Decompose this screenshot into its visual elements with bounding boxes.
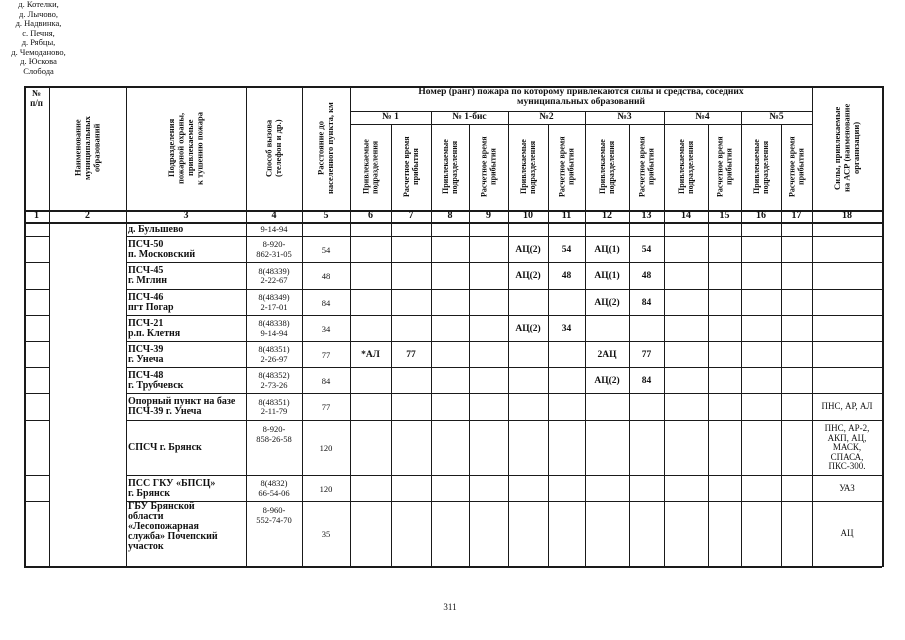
rank1-units: [352, 290, 389, 315]
rank1-units: [352, 368, 389, 393]
header-municipality: Наименование муниципальных образований: [72, 116, 102, 180]
row-asr-forces: [814, 290, 880, 315]
column-number: 17: [791, 210, 802, 221]
rank2-units: [510, 223, 546, 236]
rank2-time: 54: [561, 244, 572, 255]
rank1-units: [352, 476, 389, 501]
column-number: 18: [842, 210, 852, 221]
grid-line: [24, 236, 49, 237]
rank3-time: [631, 316, 662, 341]
subheader-units: Привлекаемые подразделения: [677, 139, 695, 195]
rank1-time: [393, 368, 429, 393]
row-phone: 8(48339) 2-22-67: [258, 265, 290, 285]
column-number: 14: [681, 210, 691, 221]
rank1-time: [393, 316, 429, 341]
rank2-time: 34: [561, 323, 572, 334]
rank3-time: [631, 502, 662, 566]
rank2-units: [510, 394, 546, 420]
rank2-time: [550, 223, 583, 236]
subheader-arrival-time: Расчетное время прибытия: [637, 136, 656, 198]
rank-label: №4: [695, 112, 710, 122]
row-unit-name: ГБУ Брянской области «Лесопожарная служба» Почепский участок: [128, 501, 218, 552]
rank2-time: [550, 394, 583, 420]
grid-line: [24, 367, 49, 368]
row-asr-forces: [814, 237, 880, 262]
row-phone: 8-920- 862-31-05: [256, 239, 292, 259]
row-asr-forces: УАЗ: [839, 482, 855, 493]
row-phone: 8(48349) 2-17-01: [258, 292, 290, 312]
rank3-units: АЦ(1): [594, 271, 620, 281]
column-number: 16: [756, 210, 766, 221]
rank1-units: [352, 316, 389, 341]
header-call-method: Способ вызова (телефон и др.): [263, 119, 283, 177]
rank2-units: АЦ(2): [515, 244, 541, 255]
rank2-units: [510, 368, 546, 393]
rank-label: № 1: [382, 112, 399, 122]
row-asr-forces: АЦ: [840, 528, 854, 539]
row-phone: 8(48352) 2-73-26: [258, 370, 290, 390]
row-phone: 9-14-94: [260, 223, 288, 234]
rank1-time: 77: [406, 349, 416, 360]
grid-line: [24, 86, 26, 567]
grid-line: [24, 289, 49, 290]
row-asr-forces: [814, 368, 880, 393]
rank3-units: [587, 476, 627, 501]
rank-label: №5: [769, 112, 784, 122]
rank2-time: [550, 502, 583, 566]
column-number: 9: [486, 210, 491, 221]
grid-line: [24, 393, 49, 394]
row-distance: 48: [321, 271, 331, 281]
subheader-arrival-time: Расчетное время прибытия: [557, 136, 576, 198]
subheader-units: Привлекаемые подразделения: [441, 139, 459, 195]
column-number: 8: [447, 210, 453, 221]
rank3-time: 84: [641, 297, 652, 308]
rank1-time: [393, 394, 429, 420]
row-unit-name: ПСЧ-21 р.п. Клетня: [128, 317, 181, 339]
rank-label: № 1-бис: [452, 112, 487, 122]
header-group-title: Номер (ранг) пожара по которому привлекаются силы и средства, соседних муниципальных образований: [418, 87, 744, 107]
column-number: 4: [271, 210, 277, 221]
subheader-arrival-time: Расчетное время прибытия: [715, 136, 734, 198]
rank3-units: АЦ(2): [594, 297, 620, 308]
rank2-time: [550, 368, 583, 393]
row-unit-name: Опорный пункт на базе ПСЧ-39 г. Унеча: [128, 396, 236, 417]
grid-line: [882, 86, 884, 567]
row-phone: 8-960- 552-74-70: [256, 505, 292, 525]
rank2-units: АЦ(2): [515, 323, 541, 334]
grid-line: [24, 341, 49, 342]
grid-line: [24, 566, 882, 568]
rank3-units: [587, 502, 627, 566]
row-distance: [304, 223, 348, 236]
column-number: 2: [85, 210, 90, 221]
column-number: 12: [602, 210, 612, 221]
rank3-units: [587, 394, 627, 420]
header-number: № п/п: [30, 88, 43, 108]
rank1-units: [352, 237, 389, 262]
settlements-list: д. Котелки, д. Лычово, д. Надвинка, с. Печня, д. Рябцы, д. Чемоданово, д. Юскова Слобода: [11, 0, 66, 76]
column-number: 3: [183, 210, 189, 221]
row-distance: 120: [319, 443, 333, 453]
column-number: 6: [368, 210, 373, 221]
subheader-units: Привлекаемые подразделения: [519, 139, 537, 195]
row-unit-name: ПСЧ-39 г. Унеча: [128, 343, 164, 365]
row-distance: 84: [321, 297, 331, 308]
row-asr-forces: [814, 342, 880, 367]
row-asr-forces: [814, 223, 880, 236]
rank1-units: [352, 263, 389, 289]
rank1-units: [352, 394, 389, 420]
row-asr-forces: ПНС, АР-2, АКП, АЦ, МАСК, СПАСА, ПКС-300.: [824, 423, 870, 472]
row-phone: 8-920- 858-26-58: [256, 424, 292, 444]
row-unit-name: ПСС ГКУ «БПСЦ» г. Брянск: [128, 477, 216, 499]
column-number: 15: [719, 210, 730, 221]
subheader-arrival-time: Расчетное время прибытия: [402, 136, 420, 198]
header-fire-units: Подразделения пожарной охраны, привлекаемые к тушению пожара: [166, 111, 205, 185]
row-unit-name: СПСЧ г. Брянск: [128, 442, 202, 453]
rank3-time: [631, 223, 662, 236]
rank1-time: [393, 476, 429, 501]
rank3-units: [587, 316, 627, 341]
rank1-units: [352, 502, 389, 566]
column-number: 5: [323, 210, 329, 221]
row-distance: 120: [319, 483, 333, 494]
header-asr-forces: Силы, привлекаемые на АСР (наименование организации): [831, 103, 861, 193]
rank2-units: [510, 342, 546, 367]
rank3-units: [587, 421, 627, 475]
page-number: 311: [443, 602, 457, 612]
row-distance: 84: [321, 375, 331, 386]
subheader-units: Привлекаемые подразделения: [361, 139, 380, 195]
rank1-time: [393, 223, 429, 236]
rank1-units: [352, 421, 389, 475]
grid-line: [24, 475, 49, 476]
subheader-units: Привлекаемые подразделения: [752, 139, 770, 195]
grid-line: [24, 315, 49, 316]
row-unit-name: ПСЧ-48 г. Трубчевск: [128, 369, 184, 391]
rank3-units: АЦ(1): [594, 244, 620, 255]
rank3-time: 84: [641, 375, 652, 386]
rank3-time: [631, 394, 662, 420]
rank3-units: 2АЦ: [597, 349, 617, 360]
rank2-time: [550, 342, 583, 367]
rank1-time: [393, 290, 429, 315]
column-number: 7: [408, 210, 414, 221]
row-asr-forces: [814, 316, 880, 341]
row-distance: 77: [321, 349, 331, 360]
rank2-time: [550, 421, 583, 475]
rank1-time: [393, 263, 429, 289]
rank3-units: АЦ(2): [594, 375, 620, 386]
rank3-time: 54: [641, 244, 652, 255]
rank3-time: 48: [641, 271, 652, 281]
rank1-units: [352, 223, 389, 236]
row-phone: 8(48338) 9-14-94: [258, 318, 290, 338]
rank2-units: [510, 421, 546, 475]
rank1-units: *АЛ: [361, 349, 380, 360]
row-distance: 34: [321, 323, 331, 334]
subheader-units: Привлекаемые подразделения: [598, 139, 616, 195]
column-number: 13: [641, 210, 652, 221]
row-unit-name: ПСЧ-45 г. Мглин: [128, 265, 168, 286]
row-distance: 77: [321, 402, 331, 412]
row-unit-name: д. Бульшево: [128, 223, 184, 235]
rank2-time: [550, 290, 583, 315]
subheader-arrival-time: Расчетное время прибытия: [479, 136, 498, 198]
rank3-time: [631, 476, 662, 501]
column-number: 11: [561, 210, 572, 221]
rank1-time: [393, 237, 429, 262]
rank3-time: 77: [641, 349, 652, 360]
row-distance: 35: [321, 529, 331, 539]
rank3-units: [587, 223, 627, 236]
row-asr-forces: ПНС, АР, АЛ: [821, 401, 873, 412]
row-unit-name: ПСЧ-50 п. Московский: [128, 238, 196, 260]
row-asr-forces: [814, 263, 880, 289]
row-distance: 54: [321, 244, 331, 255]
rank2-units: [510, 476, 546, 501]
rank2-time: [550, 476, 583, 501]
rank2-time: 48: [561, 271, 572, 281]
row-phone: 8(48351) 2-26-97: [258, 344, 290, 364]
rank1-time: [393, 421, 429, 475]
column-number: 10: [523, 210, 533, 221]
rank-label: №2: [539, 112, 554, 122]
rank2-units: АЦ(2): [515, 271, 541, 281]
grid-line: [24, 262, 49, 263]
row-phone: 8(48351) 2-11-79: [258, 396, 290, 416]
rank-label: №3: [617, 112, 632, 122]
header-distance: Расстояние до населенного пункта, км: [315, 102, 335, 194]
row-phone: 8(4832) 66-54-06: [258, 478, 290, 498]
row-unit-name: ПСЧ-46 пгт Погар: [128, 291, 174, 313]
grid-line: [24, 420, 49, 421]
column-number: 1: [34, 210, 39, 221]
rank1-time: [393, 502, 429, 566]
grid-line: [24, 501, 49, 502]
subheader-arrival-time: Расчетное время прибытия: [787, 136, 806, 198]
rank3-time: [631, 421, 662, 475]
rank2-units: [510, 502, 546, 566]
rank2-units: [510, 290, 546, 315]
